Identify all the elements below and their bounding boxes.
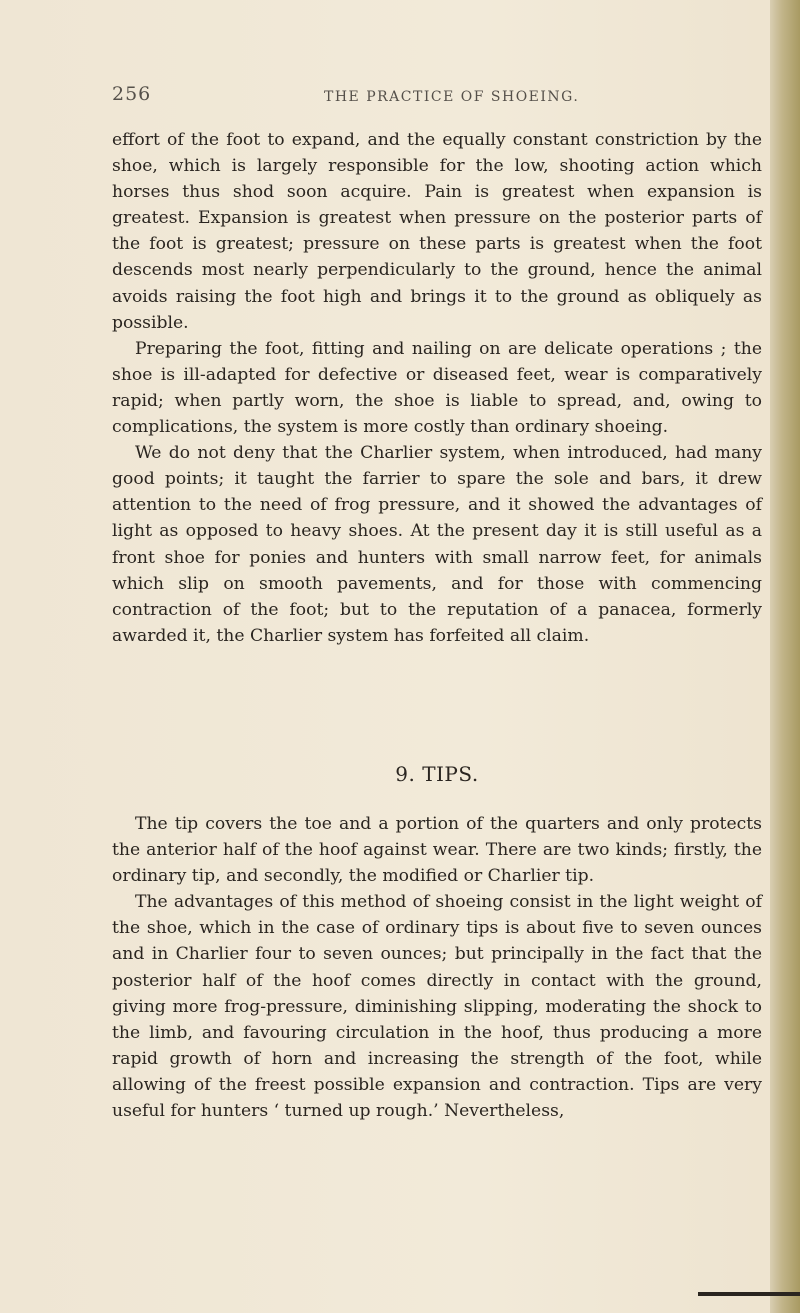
paragraph: The advantages of this method of shoeing consist in the light weight of the shoe, which in the case of ordinary tips is about five to seven ounces and in Charlier four to seven ounces; but principally in the fact that the posterior half of the hoof comes directly in contact with the ground, giving more frog-pressure, diminishing slipping, moderating the shock to the limb, and favouring circulation in the hoof, thus producing a more rapid growth of horn and increasing the strength of the foot, while allowing of the freest possible expansion and contraction. Tips are very useful for hunters ‘ turned up rough.’ Nevertheless,: [112, 892, 762, 1122]
body-text-bottom: [112, 811, 762, 1124]
paragraph: The tip covers the toe and a portion of the quarters and only protects the anterior half of the hoof against wear. There are two kinds; firstly, the ordinary tip, and secondly, the modified or Charlier tip.: [112, 814, 762, 887]
decorative-rule: [698, 1292, 800, 1296]
running-head: [112, 83, 762, 111]
running-head-title: THE PRACTICE OF SHOEING.: [324, 89, 580, 105]
paragraph: We do not deny that the Charlier system, when introduced, had many good points; it taught the farrier to spare the sole and bars, it drew attention to the need of frog pressure, and it showed the advantages of light as opposed to heavy shoes. At the present day it is still useful as a front shoe for ponies and hunters with small narrow feet, for animals which slip on smooth pavements, and for those with commencing contraction of the foot; but to the reputation of a panacea, formerly awarded it, the Charlier system has forfeited all claim.: [112, 443, 762, 646]
paragraph: effort of the foot to expand, and the equally constant constriction by the shoe, which is largely responsible for the low, shooting action which horses thus shod soon acquire. Pain is greatest when expansion is greatest. Expansion is greatest when pressure on the posterior parts of the foot is greatest; pressure on these parts is greatest when the foot descends most nearly perpendicularly to the ground, hence the animal avoids raising the foot high and brings it to the ground as obliquely as possible.: [112, 130, 762, 333]
page-number: 256: [112, 83, 152, 105]
page-edge-shadow: [770, 0, 800, 1313]
paragraph: Preparing the foot, fitting and nailing on are delicate operations ; the shoe is ill-adapted for defective or diseased feet, wear is comparatively rapid; when partly worn, the shoe is liable to spread, and, owing to complications, the system is more costly than ordinary shoeing.: [112, 338, 762, 438]
section-heading: 9. TIPS.: [395, 762, 479, 786]
body-text-top: [112, 127, 762, 649]
